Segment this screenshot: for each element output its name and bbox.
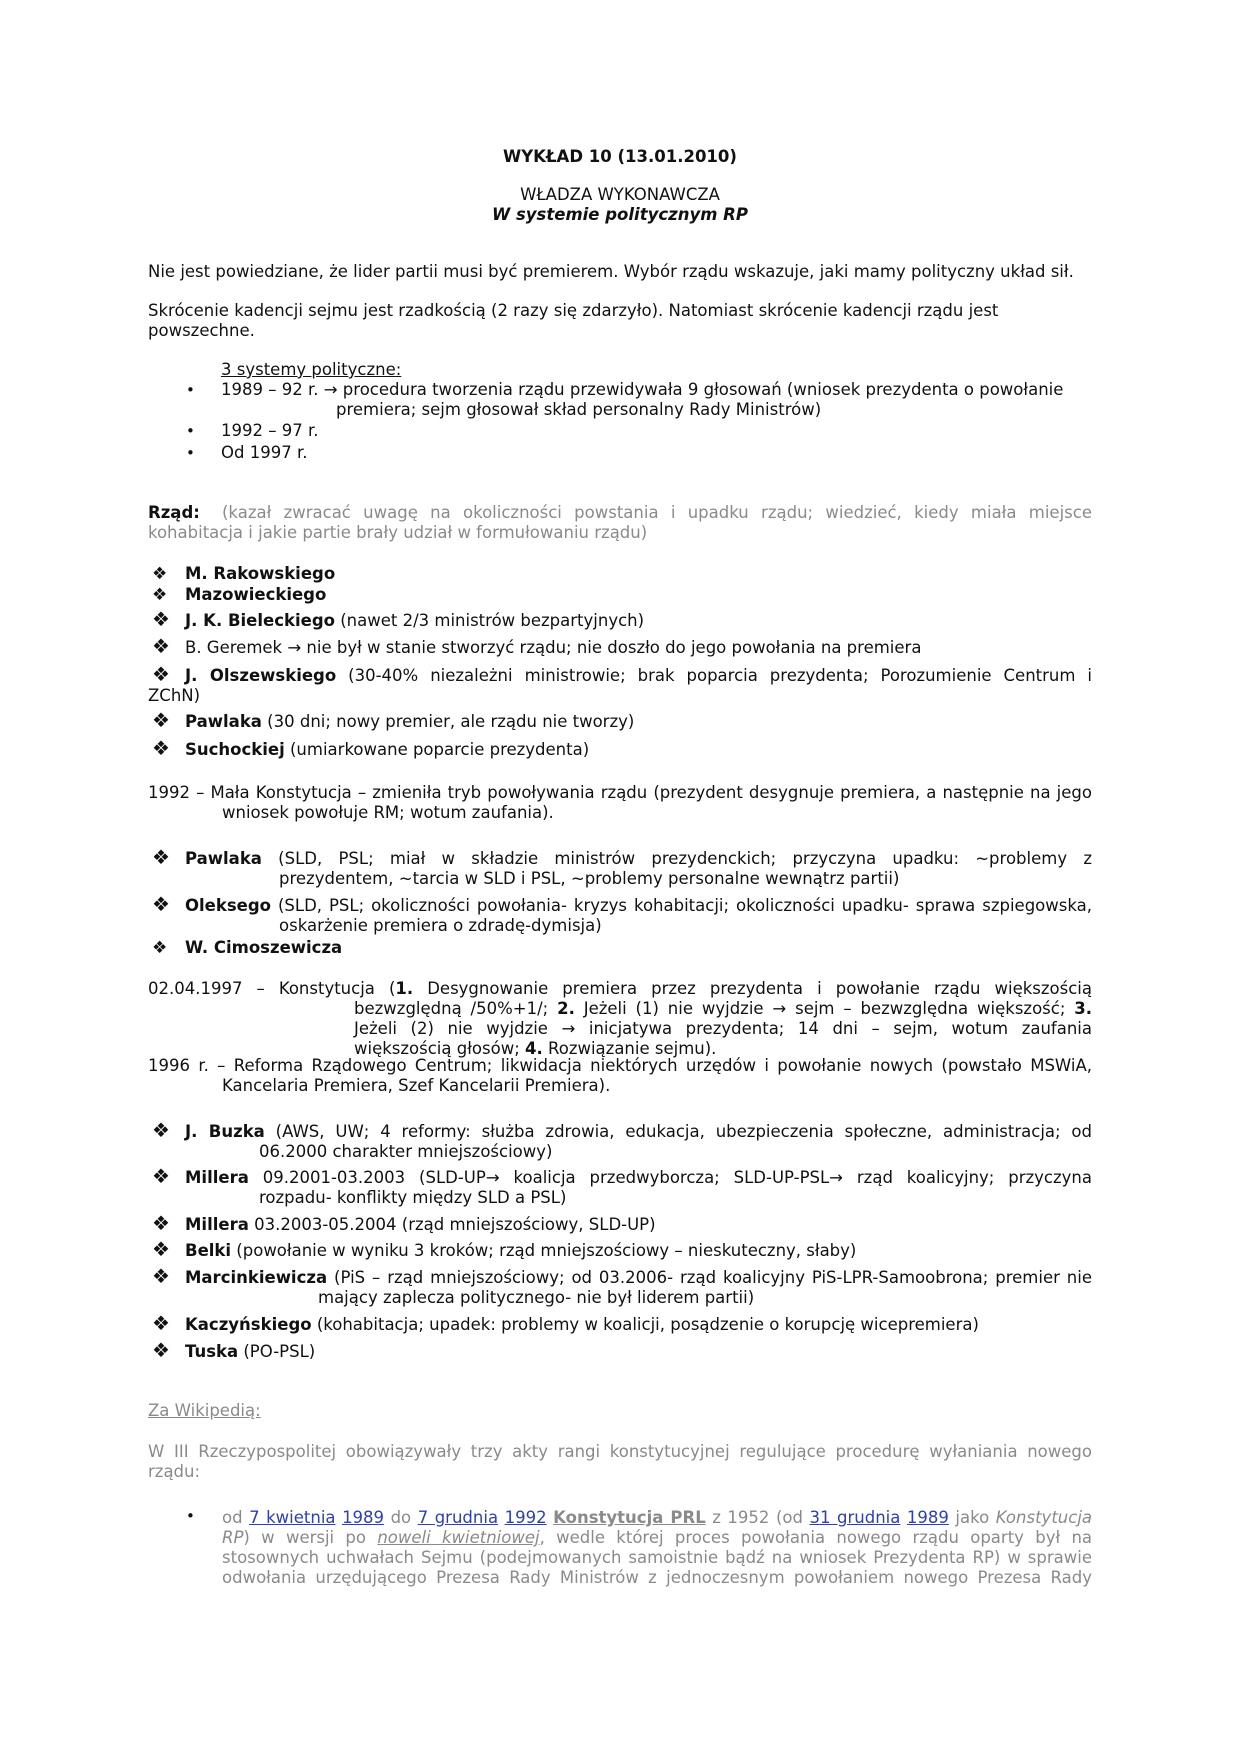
wiki-paragraph-line2: rządu: bbox=[148, 1462, 201, 1481]
government-item: J. K. Bieleckiego (nawet 2/3 ministrów bezpartyjnych) bbox=[185, 611, 645, 630]
government-item: Millera 09.2001-03.2003 (SLD-UP→ koalicja przedwyborcza; SLD-UP-PSL→ rząd koalicyjny; przyczyna bbox=[185, 1168, 1092, 1187]
diamond-bullet-icon: ❖ bbox=[152, 1264, 170, 1288]
wiki-bullet-line3: stosownych uchwałach Sejmu (podejmowanych samoistnie bądź na wniosek Prezydenta RP) w sprawie bbox=[222, 1548, 1092, 1567]
government-item: B. Geremek → nie był w stanie stworzyć rządu; nie doszło do jego powołania na premiera bbox=[185, 638, 922, 657]
system-item-2: 1992 – 97 r. bbox=[221, 421, 319, 440]
government-item: J. Buzka (AWS, UW; 4 reformy: służba zdrowia, edukacja, ubezpieczenia społeczne, administracja; od bbox=[185, 1122, 1093, 1141]
section-title: WŁADZA WYKONAWCZA bbox=[520, 185, 720, 204]
rzad-note-line2: kohabitacja i jakie partie brały udział w formułowaniu rządu) bbox=[148, 523, 648, 542]
diamond-bullet-icon: ❖ bbox=[152, 1311, 170, 1335]
konstytucja-line4: większością głosów; 4. Rozwiązanie sejmu). bbox=[354, 1039, 717, 1058]
link-konstytucja-prl[interactable]: Konstytucja PRL bbox=[553, 1508, 706, 1527]
government-item: Mazowieckiego bbox=[185, 585, 327, 604]
konstytucja-line1: 02.04.1997 – Konstytucja (1. Desygnowanie premiera przez prezydenta i powołanie rządu większością bbox=[148, 979, 1092, 998]
reforma-line1: 1996 r. – Reforma Rządowego Centrum; likwidacja niektórych urzędów i powołanie nowych (powstało MSWiA, bbox=[148, 1056, 1092, 1075]
wiki-bullet-line4: odwołania urzędującego Prezesa Rady Ministrów z jednoczesnym powołaniem nowego Prezesa Rady bbox=[222, 1568, 1092, 1587]
wiki-paragraph-line1: W III Rzeczypospolitej obowiązywały trzy akty rangi konstytucyjnej regulujące procedurę wyłaniania nowego bbox=[148, 1442, 1092, 1461]
diamond-bullet-icon: ❖ bbox=[152, 938, 168, 958]
wiki-bullet-line1: od 7 kwietnia 1989 do 7 grudnia 1992 Konstytucja PRL z 1952 (od 31 grudnia 1989 jako Konstytucja bbox=[222, 1508, 1093, 1527]
system-item-1-line2: premiera; sejm głosował skład personalny Rady Ministrów) bbox=[336, 400, 822, 419]
government-item: M. Rakowskiego bbox=[185, 564, 336, 583]
konstytucja-line3: Jeżeli (2) nie wyjdzie → inicjatywa prezydenta; 14 dni – sejm, wotum zaufania bbox=[354, 1019, 1092, 1038]
konstytucja-line2: bezwzględną /50%+1/; 2. Jeżeli (1) nie wyjdzie → sejm – bezwzględna większość; 3. bbox=[354, 999, 1093, 1018]
government-item: Pawlaka (30 dni; nowy premier, ale rządu nie tworzy) bbox=[185, 712, 635, 731]
lecture-title: WYKŁAD 10 (13.01.2010) bbox=[503, 147, 737, 166]
wiki-heading: Za Wikipedią: bbox=[148, 1401, 261, 1420]
rzad-label: Rząd: bbox=[148, 503, 200, 522]
government-item: Millera 03.2003-05.2004 (rząd mniejszościowy, SLD-UP) bbox=[185, 1215, 656, 1234]
diamond-bullet-icon: ❖ bbox=[152, 1237, 170, 1261]
government-item: Oleksego (SLD, PSL; okoliczności powołania- kryzys kohabitacji; okoliczności upadku- sprawa szpiegowska, bbox=[185, 896, 1092, 915]
link-1989-b[interactable]: 1989 bbox=[906, 1508, 949, 1527]
section-subtitle: W systemie politycznym RP bbox=[492, 205, 748, 224]
reforma-line2: Kancelaria Premiera, Szef Kancelarii Premiera). bbox=[222, 1076, 611, 1095]
link-nowela-kwietniowa[interactable]: noweli kwietniowej bbox=[377, 1528, 540, 1547]
diamond-bullet-icon: ❖ bbox=[152, 1164, 170, 1188]
government-item: Kaczyńskiego (kohabitacja; upadek: problemy w koalicji, posądzenie o korupcję wicepremiera) bbox=[185, 1315, 979, 1334]
bullet-icon: • bbox=[186, 444, 195, 462]
rzad-note-line1: (kazał zwracać uwagę na okoliczności powstania i upadku rządu; wiedzieć, kiedy miała miejsce bbox=[222, 503, 1092, 522]
intro-paragraph-2-line1: Skrócenie kadencji sejmu jest rzadkością (2 razy się zdarzyło). Natomiast skrócenie kadencji rządu jest bbox=[148, 301, 999, 320]
mala-konstytucja-line2: wniosek powołuje RM; wotum zaufania). bbox=[222, 803, 554, 822]
bullet-icon: • bbox=[186, 381, 195, 399]
intro-paragraph-2-line2: powszechne. bbox=[148, 321, 255, 340]
intro-paragraph-1: Nie jest powiedziane, że lider partii musi być premierem. Wybór rządu wskazuje, jaki mamy polityczny układ sił. bbox=[148, 262, 1074, 281]
link-7-kwietnia[interactable]: 7 kwietnia bbox=[249, 1508, 336, 1527]
government-item-continuation: 06.2000 charakter mniejszościowy) bbox=[259, 1142, 553, 1161]
diamond-bullet-icon: ❖ bbox=[152, 607, 170, 631]
diamond-bullet-icon: ❖ bbox=[152, 634, 170, 658]
government-item: Marcinkiewicza (PiS – rząd mniejszościowy; od 03.2006- rząd koalicyjny PiS-LPR-Samoobrona; premier nie bbox=[185, 1268, 1092, 1287]
wiki-bullet-line2: RP) w wersji po noweli kwietniowej, wedle której proces powołania nowego rządu oparty był na bbox=[222, 1528, 1093, 1547]
government-item-continuation: rozpadu- konflikty między SLD a PSL) bbox=[259, 1188, 567, 1207]
government-item: J. Olszewskiego (30-40% niezależni ministrowie; brak poparcia prezydenta; Porozumienie Centrum i bbox=[185, 666, 1092, 685]
diamond-bullet-icon: ❖ bbox=[152, 585, 168, 605]
diamond-bullet-icon: ❖ bbox=[152, 736, 170, 760]
system-item-3: Od 1997 r. bbox=[221, 443, 308, 462]
link-7-grudnia[interactable]: 7 grudnia bbox=[417, 1508, 499, 1527]
diamond-bullet-icon: ❖ bbox=[152, 892, 170, 916]
link-31-grudnia[interactable]: 31 grudnia bbox=[809, 1508, 901, 1527]
government-item-continuation: prezydentem, ~tarcia w SLD i PSL, ~problemy personalne wewnątrz partii) bbox=[279, 869, 900, 888]
government-item-continuation: mający zaplecza politycznego- nie był liderem partii) bbox=[318, 1288, 755, 1307]
government-item: Tuska (PO-PSL) bbox=[185, 1342, 316, 1361]
link-1992[interactable]: 1992 bbox=[504, 1508, 547, 1527]
diamond-bullet-icon: ❖ bbox=[152, 1211, 170, 1235]
diamond-bullet-icon: ❖ bbox=[152, 1118, 170, 1142]
government-item: Pawlaka (SLD, PSL; miał w składzie ministrów prezydenckich; przyczyna upadku: ~problemy z bbox=[185, 849, 1092, 868]
systems-heading: 3 systemy polityczne: bbox=[221, 360, 402, 379]
mala-konstytucja-line1: 1992 – Mała Konstytucja – zmieniła tryb powoływania rządu (prezydent desygnuje premiera, a następnie na jego bbox=[148, 783, 1092, 802]
government-item-continuation: ZChN) bbox=[148, 686, 201, 705]
diamond-bullet-icon: ❖ bbox=[152, 564, 168, 584]
diamond-bullet-icon: ❖ bbox=[152, 662, 170, 686]
diamond-bullet-icon: ❖ bbox=[152, 1338, 170, 1362]
bullet-icon: • bbox=[186, 422, 195, 440]
diamond-bullet-icon: ❖ bbox=[152, 845, 170, 869]
government-item: Belki (powołanie w wyniku 3 kroków; rząd mniejszościowy – nieskuteczny, słaby) bbox=[185, 1241, 857, 1260]
bullet-icon: • bbox=[186, 1507, 195, 1525]
government-item-continuation: oskarżenie premiera o zdradę-dymisja) bbox=[279, 916, 602, 935]
government-item: Suchockiej (umiarkowane poparcie prezydenta) bbox=[185, 740, 590, 759]
diamond-bullet-icon: ❖ bbox=[152, 708, 170, 732]
government-item: W. Cimoszewicza bbox=[185, 938, 343, 957]
system-item-1-line1: 1989 – 92 r. → procedura tworzenia rządu przewidywała 9 głosowań (wniosek prezydenta o powołanie bbox=[221, 380, 1064, 399]
link-1989[interactable]: 1989 bbox=[342, 1508, 385, 1527]
